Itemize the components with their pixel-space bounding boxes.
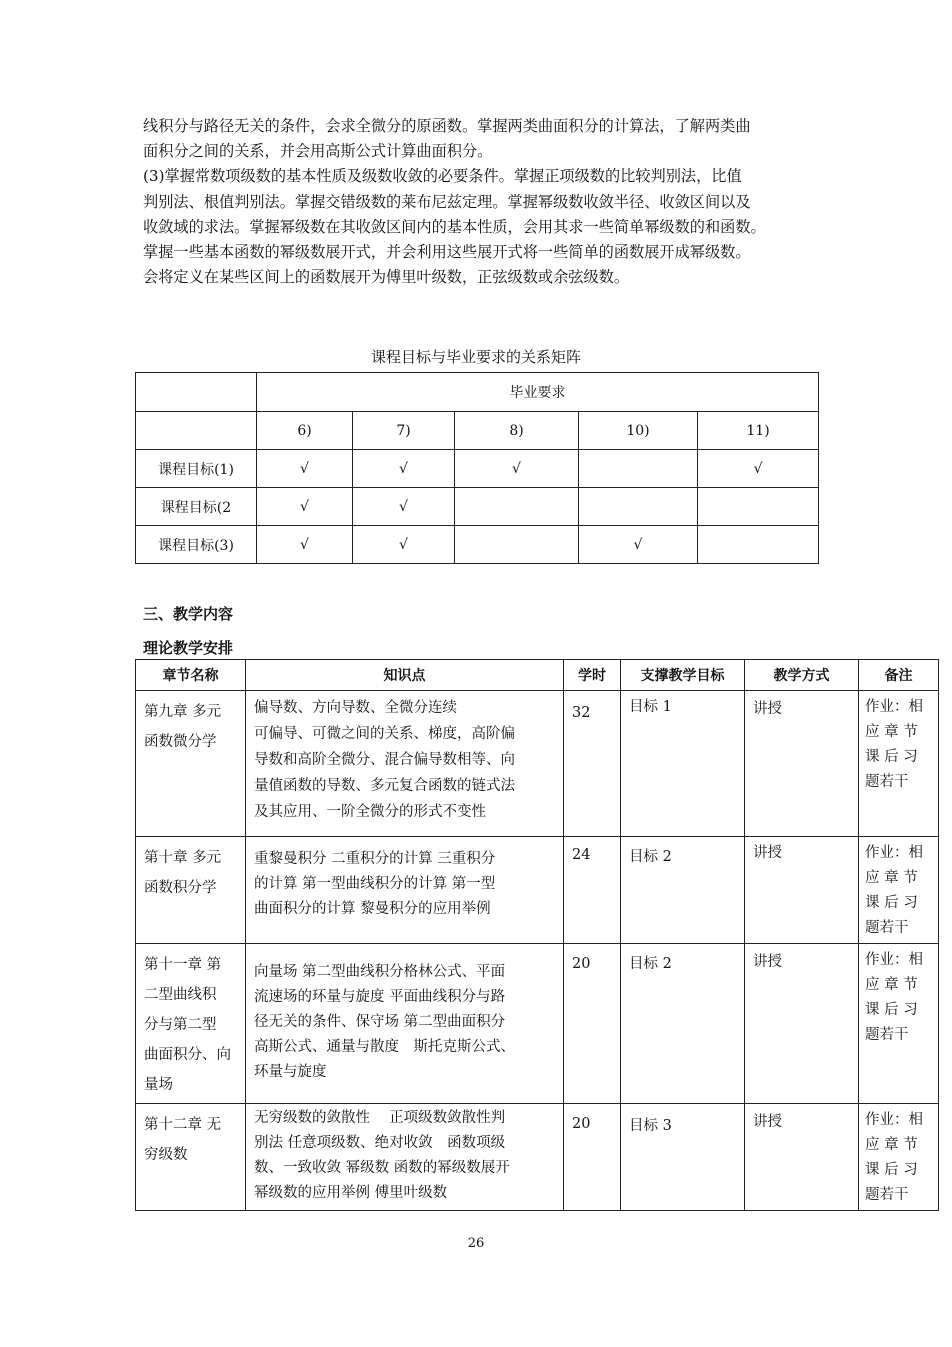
points-line: 重黎曼积分 二重积分的计算 三重积分	[254, 851, 496, 867]
subsection-title: 理论教学安排	[143, 639, 234, 657]
points-cell	[246, 1104, 564, 1211]
hours-cell: 32	[564, 691, 621, 837]
note-line: 应 章 节	[865, 870, 918, 886]
note-line: 作业：相	[865, 699, 923, 715]
header-target: 支撑教学目标	[621, 660, 745, 691]
method-cell: 讲授	[745, 1104, 859, 1211]
chapter-line: 第九章 多元	[144, 704, 222, 720]
paragraph-line: (3)掌握常数项级数的基本性质及级数收敛的必要条件。掌握正项级数的比较判别法，比值	[143, 167, 742, 186]
matrix-cell	[698, 526, 819, 564]
matrix-cell: √	[698, 450, 819, 488]
chapter-line: 分与第二型	[144, 1017, 217, 1033]
section-title: 三、教学内容	[143, 605, 234, 623]
paragraph-line: 面积分之间的关系，并会用高斯公式计算曲面积分。	[143, 142, 493, 161]
note-cell	[859, 1104, 939, 1211]
header-notes: 备注	[859, 660, 939, 691]
target-cell: 目标 1	[621, 691, 745, 837]
note-line: 题若干	[865, 774, 909, 790]
target-cell: 目标 2	[621, 837, 745, 944]
header-method: 教学方式	[745, 660, 859, 691]
note-line: 题若干	[865, 1027, 909, 1043]
header-hours: 学时	[564, 660, 621, 691]
table-row	[136, 691, 939, 837]
relationship-matrix	[135, 372, 819, 564]
matrix-row-label: 课程目标(2	[136, 488, 257, 526]
target-cell: 目标 2	[621, 944, 745, 1104]
chapter-line: 第十二章 无	[144, 1117, 222, 1133]
note-cell	[859, 944, 939, 1104]
matrix-column-header: 7)	[353, 412, 455, 450]
matrix-corner-cell	[136, 373, 257, 412]
hours-cell: 24	[564, 837, 621, 944]
table-row	[136, 1104, 939, 1211]
matrix-cell: √	[257, 488, 353, 526]
note-line: 课 后 习	[865, 1162, 918, 1178]
note-line: 应 章 节	[865, 1137, 918, 1153]
points-cell	[246, 944, 564, 1104]
table-row	[136, 837, 939, 944]
note-line: 作业：相	[865, 952, 923, 968]
note-line: 题若干	[865, 920, 909, 936]
matrix-cell	[579, 450, 698, 488]
chapter-cell	[136, 944, 246, 1104]
chapter-line: 量场	[144, 1077, 173, 1093]
header-knowledge-points: 知识点	[246, 660, 564, 691]
matrix-row-label: 课程目标(1)	[136, 450, 257, 488]
chapter-line: 第十章 多元	[144, 850, 222, 866]
points-line: 的计算 第一型曲线积分的计算 第一型	[254, 876, 496, 892]
matrix-cell: √	[455, 450, 579, 488]
points-line: 高斯公式、通量与散度 斯托克斯公式、	[254, 1039, 515, 1055]
matrix-group-header: 毕业要求	[257, 373, 819, 412]
target-cell: 目标 3	[621, 1104, 745, 1211]
hours-cell: 20	[564, 944, 621, 1104]
method-cell: 讲授	[745, 944, 859, 1104]
matrix-cell: √	[353, 488, 455, 526]
matrix-cell	[579, 488, 698, 526]
points-line: 导数和高阶全微分、混合偏导数相等、向	[254, 752, 515, 768]
points-line: 数、一致收敛 幂级数 函数的幂级数展开	[254, 1160, 510, 1176]
chapter-line: 函数微分学	[144, 734, 217, 750]
points-line: 可偏导、可微之间的关系、梯度，高阶偏	[254, 726, 515, 742]
method-cell: 讲授	[745, 691, 859, 837]
matrix-empty-cell	[136, 412, 257, 450]
paragraph-line: 掌握一些基本函数的幂级数展开式，并会利用这些展开式将一些简单的函数展开成幂级数。	[143, 243, 751, 262]
points-line: 无穷级数的敛散性 正项级数敛散性判	[254, 1110, 506, 1126]
points-line: 别法 任意项级数、绝对收敛 函数项级	[254, 1135, 506, 1151]
matrix-row-label: 课程目标(3)	[136, 526, 257, 564]
note-line: 课 后 习	[865, 1002, 918, 1018]
matrix-cell: √	[257, 450, 353, 488]
matrix-cell: √	[579, 526, 698, 564]
paragraph-line: 收敛域的求法。掌握幂级数在其收敛区间内的基本性质，会用其求一些简单幂级数的和函数。	[143, 217, 766, 236]
note-line: 应 章 节	[865, 977, 918, 993]
points-line: 流速场的环量与旋度 平面曲线积分与路	[254, 989, 506, 1005]
chapter-cell	[136, 837, 246, 944]
chapter-line: 穷级数	[144, 1147, 188, 1163]
note-line: 作业：相	[865, 1112, 923, 1128]
chapter-line: 函数积分学	[144, 880, 217, 896]
matrix-column-header: 11)	[698, 412, 819, 450]
matrix-cell	[455, 488, 579, 526]
paragraph-line: 线积分与路径无关的条件，会求全微分的原函数。掌握两类曲面积分的计算法，了解两类曲	[143, 117, 751, 135]
matrix-cell: √	[353, 450, 455, 488]
points-line: 及其应用、一阶全微分的形式不变性	[254, 804, 486, 820]
note-line: 课 后 习	[865, 895, 918, 911]
points-line: 量值函数的导数、多元复合函数的链式法	[254, 778, 515, 794]
points-cell	[246, 691, 564, 837]
note-line: 课 后 习	[865, 749, 918, 765]
points-line: 环量与旋度	[254, 1064, 327, 1080]
points-line: 径无关的条件、保守场 第二型曲面积分	[254, 1014, 506, 1030]
matrix-cell: √	[257, 526, 353, 564]
matrix-cell	[698, 488, 819, 526]
note-cell	[859, 837, 939, 944]
points-line: 向量场 第二型曲线积分格林公式、平面	[254, 964, 506, 980]
paragraph-line: 判别法、根值判别法。掌握交错级数的莱布尼兹定理。掌握幂级数收敛半径、收敛区间以及	[143, 192, 751, 211]
intro-paragraph	[143, 114, 811, 290]
table-row	[136, 944, 939, 1104]
method-cell: 讲授	[745, 837, 859, 944]
matrix-caption: 课程目标与毕业要求的关系矩阵	[370, 348, 581, 366]
chapter-line: 曲面积分、向	[144, 1047, 231, 1063]
note-line: 应 章 节	[865, 724, 918, 740]
note-cell	[859, 691, 939, 837]
points-line: 曲面积分的计算 黎曼积分的应用举例	[254, 901, 491, 917]
matrix-column-header: 10)	[579, 412, 698, 450]
hours-cell: 20	[564, 1104, 621, 1211]
chapter-cell	[136, 691, 246, 837]
points-line: 偏导数、方向导数、全微分连续	[254, 700, 457, 716]
points-cell	[246, 837, 564, 944]
chapter-line: 第十一章 第	[144, 957, 222, 973]
matrix-cell: √	[353, 526, 455, 564]
matrix-column-header: 6)	[257, 412, 353, 450]
chapter-line: 二型曲线积	[144, 987, 217, 1003]
header-chapter: 章节名称	[136, 660, 246, 691]
teaching-content-table	[135, 659, 939, 1211]
points-line: 幂级数的应用举例 傅里叶级数	[254, 1185, 448, 1201]
note-line: 作业：相	[865, 845, 923, 861]
page-number: 26	[467, 1236, 485, 1251]
chapter-cell	[136, 1104, 246, 1211]
matrix-cell	[455, 526, 579, 564]
paragraph-line: 会将定义在某些区间上的函数展开为傅里叶级数，正弦级数或余弦级数。	[143, 268, 629, 287]
matrix-column-header: 8)	[455, 412, 579, 450]
note-line: 题若干	[865, 1187, 909, 1203]
